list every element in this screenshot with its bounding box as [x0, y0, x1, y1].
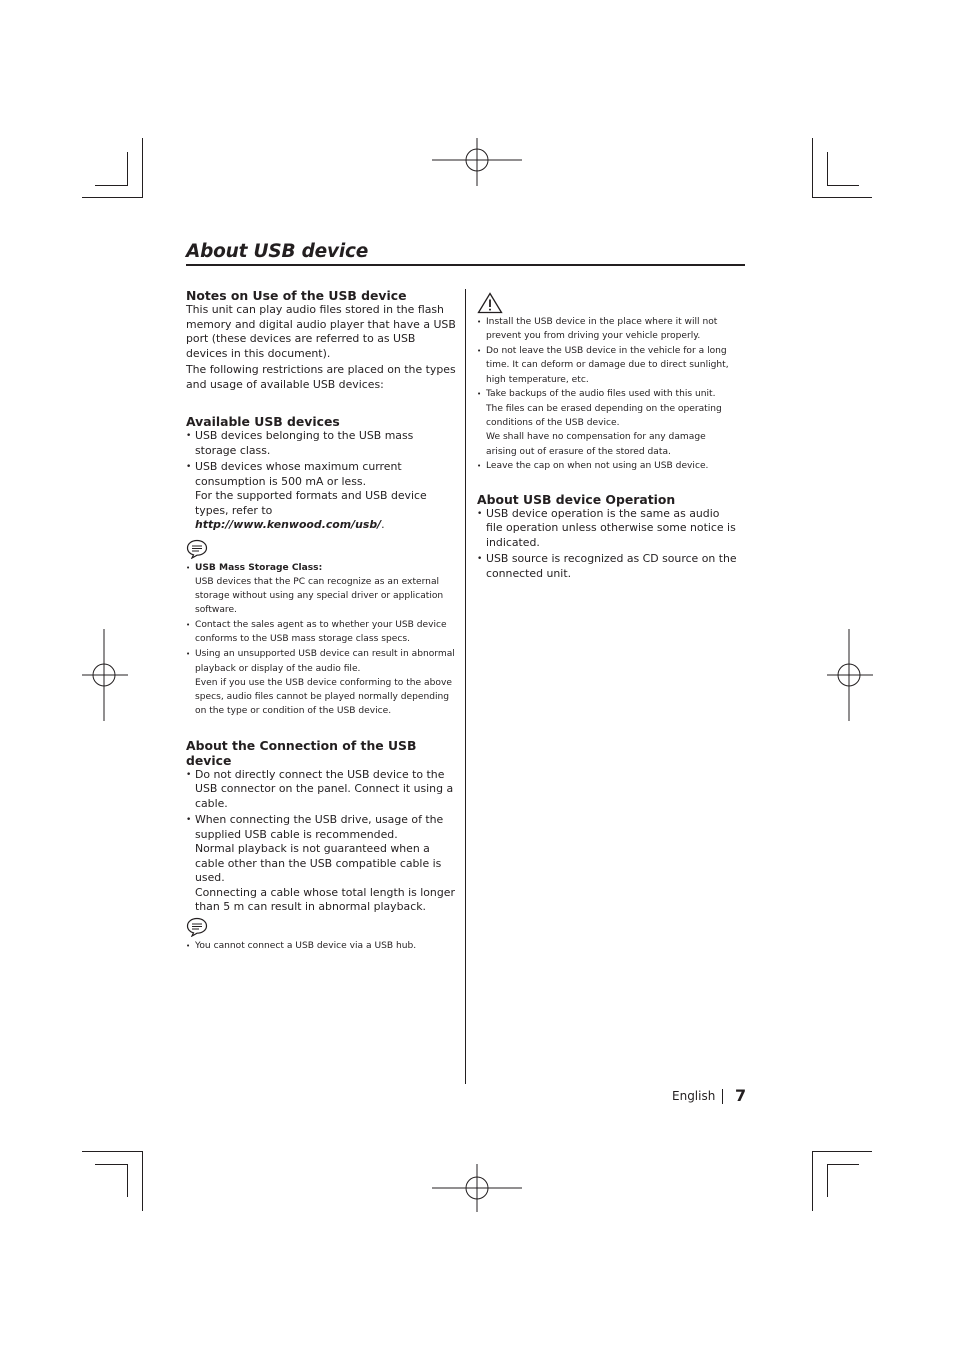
- right-column: [477, 292, 739, 583]
- list-item: • Leave the cap on when not using an USB device.: [477, 459, 739, 473]
- list-item: • Using an unsupported USB device can result in abnormal playback or display of the audio file. Even if you use the USB device conforming to the above specs, audio files cannot be played normally depending on the type or condition of the USB device.: [186, 647, 458, 718]
- registration-mark-top: [430, 138, 524, 186]
- list-item: • Do not leave the USB device in the vehicle for a long time. It can deform or damage due to direct sunlight, high temperature, etc.: [477, 344, 739, 387]
- available-list: [186, 429, 458, 533]
- operation-heading: About USB device Operation: [477, 491, 676, 507]
- warning-icon: [477, 292, 503, 314]
- list-item: • Install the USB device in the place where it will not prevent you from driving your vehicle properly.: [477, 315, 739, 344]
- notes-heading: Notes on Use of the USB device: [186, 288, 407, 303]
- note-icon: [186, 917, 208, 937]
- title-rule: [186, 264, 745, 266]
- available-heading: Available USB devices: [186, 414, 340, 429]
- list-item: • USB Mass Storage Class: USB devices that the PC can recognize as an external storage without using any special driver or application software.: [186, 561, 458, 618]
- list-item: • Contact the sales agent as to whether your USB device conforms to the USB mass storage class specs.: [186, 618, 458, 647]
- list-item: • USB devices whose maximum current consumption is 500 mA or less. For the supported formats and USB device types, refer to http://www.kenwood.com/usb/.: [186, 460, 458, 533]
- left-column: [186, 288, 458, 954]
- connection-heading: About the Connection of the USB device: [186, 737, 417, 768]
- list-item: • Do not directly connect the USB device to the USB connector on the panel. Connect it using a cable.: [186, 768, 458, 812]
- list-item: • USB devices belonging to the USB mass storage class.: [186, 429, 458, 458]
- connection-list: [186, 768, 458, 915]
- footer-separator: [722, 1089, 723, 1104]
- list-item: • Take backups of the audio files used with this unit. The files can be erased depending on the operating conditions of the USB device. We shall have no compensation for any damage arising out of erasure of the stored data.: [477, 387, 739, 458]
- page-number: 7: [735, 1086, 747, 1105]
- footer-language: English: [672, 1089, 716, 1103]
- kenwood-usb-link[interactable]: http://www.kenwood.com/usb/: [195, 518, 382, 531]
- notes-paragraph-1: This unit can play audio files stored in the flash memory and digital audio player that have a USB port (these devices are referred to as USB devices in this document).: [186, 303, 456, 360]
- warning-list: [477, 315, 739, 474]
- registration-mark-left: [80, 628, 130, 722]
- note-icon: [186, 539, 208, 559]
- list-item: • USB device operation is the same as audio file operation unless otherwise some notice is indicated.: [477, 507, 739, 551]
- column-divider: [465, 289, 466, 1084]
- list-item: • When connecting the USB drive, usage of the supplied USB cable is recommended. Normal playback is not guaranteed when a cable other than the USB compatible cable is used. Connecting a cable whose total length is longer than 5 m can result in abnormal playback.: [186, 813, 458, 915]
- page-title: About USB device: [186, 241, 369, 262]
- note-list: [186, 561, 458, 719]
- registration-mark-bottom: [430, 1164, 524, 1212]
- list-item: • USB source is recognized as CD source on the connected unit.: [477, 552, 739, 581]
- list-item: • You cannot connect a USB device via a USB hub.: [186, 939, 458, 953]
- registration-mark-right: [825, 628, 875, 722]
- notes-paragraph-2: The following restrictions are placed on the types and usage of available USB devices:: [186, 363, 456, 391]
- note-list: [186, 939, 458, 953]
- operation-list: [477, 507, 739, 582]
